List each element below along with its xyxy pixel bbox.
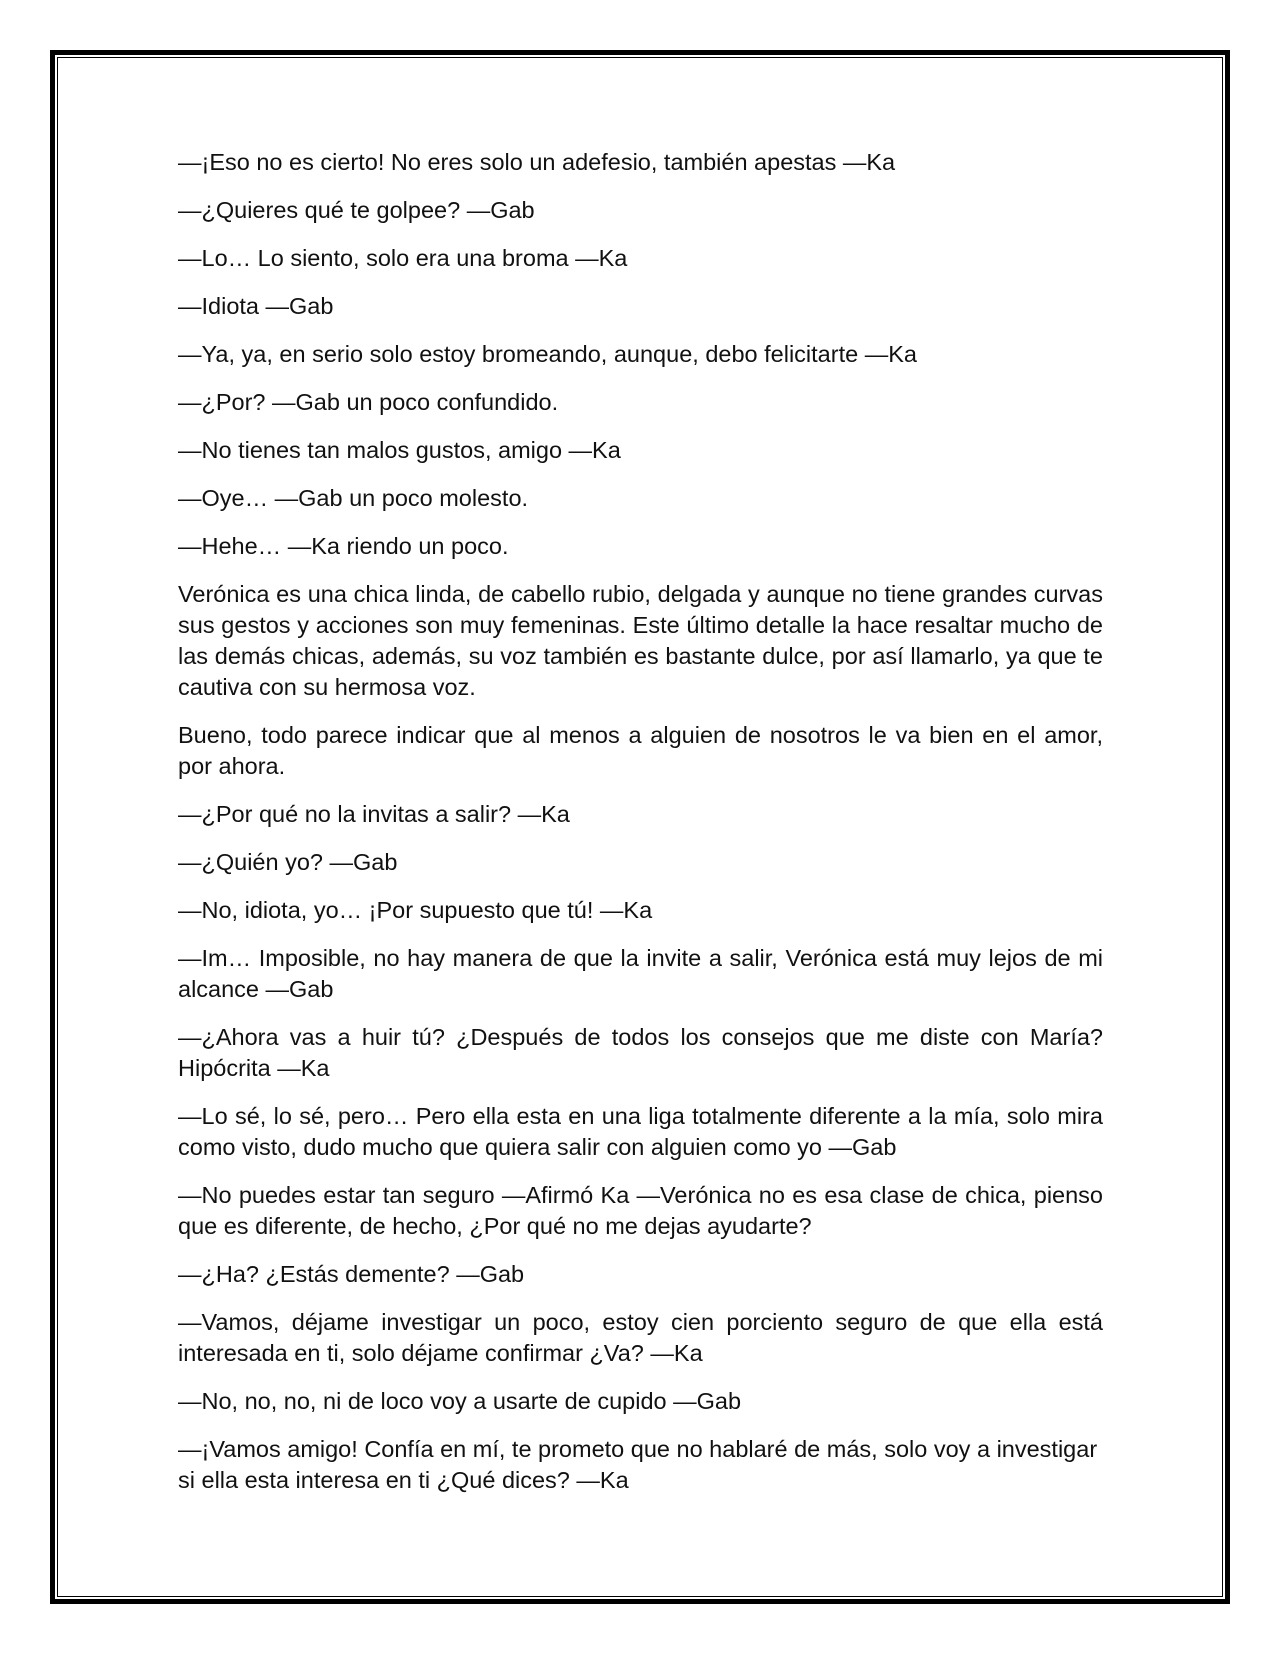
paragraph: —Ya, ya, en serio solo estoy bromeando, aunque, debo felicitarte —Ka (178, 341, 917, 367)
paragraph: —¿Por? —Gab un poco confundido. (178, 389, 559, 415)
paragraph: —Vamos, déjame investigar un poco, estoy cien porciento seguro de que ella está interesada en ti, solo déjame confirmar ¿Va? —Ka (178, 1309, 1103, 1366)
paragraph: —Im… Imposible, no hay manera de que la invite a salir, Verónica está muy lejos de mi alcance —Gab (178, 945, 1103, 1002)
paragraph: —No, idiota, yo… ¡Por supuesto que tú! —Ka (178, 897, 653, 923)
paragraph: —¿Ha? ¿Estás demente? —Gab (178, 1261, 525, 1287)
paragraph: —¿Ahora vas a huir tú? ¿Después de todos los consejos que me diste con María? Hipócrita —Ka (178, 1024, 1103, 1081)
paragraph: —¡Vamos amigo! Confía en mí, te prometo que no hablaré de más, solo voy a investigar si ella esta interesa en ti ¿Qué dices? —Ka (178, 1436, 1098, 1493)
paragraph: —¿Quieres qué te golpee? —Gab (178, 197, 535, 223)
paragraph: —¡Eso no es cierto! No eres solo un adefesio, también apestas —Ka (178, 149, 896, 175)
paragraph: Verónica es una chica linda, de cabello rubio, delgada y aunque no tiene grandes curvas sus gestos y acciones son muy femeninas. Este último detalle la hace resaltar mucho de las demás chicas, además, su voz también es bastante dulce, por así llamarlo, ya que te cautiva con su hermosa voz. (178, 581, 1103, 700)
paragraph: —Hehe… —Ka riendo un poco. (178, 533, 509, 559)
paragraph: —Oye… —Gab un poco molesto. (178, 485, 529, 511)
paragraph: —No tienes tan malos gustos, amigo —Ka (178, 437, 621, 463)
paragraph: —¿Quién yo? —Gab (178, 849, 398, 875)
paragraph: —Lo… Lo siento, solo era una broma —Ka (178, 245, 628, 271)
paragraph: —Idiota —Gab (178, 293, 334, 319)
paragraph: —No puedes estar tan seguro —Afirmó Ka —Verónica no es esa clase de chica, pienso que es diferente, de hecho, ¿Por qué no me dejas ayudarte? (178, 1182, 1103, 1239)
page-body (178, 147, 1103, 1513)
paragraph: —¿Por qué no la invitas a salir? —Ka (178, 801, 570, 827)
paragraph: Bueno, todo parece indicar que al menos a alguien de nosotros le va bien en el amor, por ahora. (178, 722, 1103, 779)
paragraph: —No, no, no, ni de loco voy a usarte de cupido —Gab (178, 1388, 742, 1414)
paragraph: —Lo sé, lo sé, pero… Pero ella esta en una liga totalmente diferente a la mía, solo mira como visto, dudo mucho que quiera salir con alguien como yo —Gab (178, 1103, 1103, 1160)
